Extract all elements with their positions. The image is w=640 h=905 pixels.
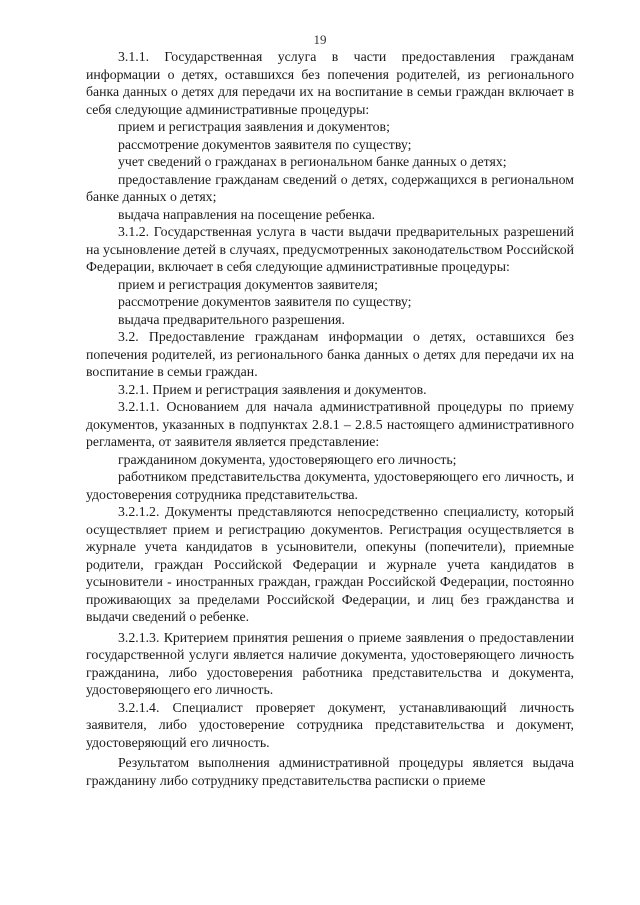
body-text xyxy=(86,48,574,789)
paragraph-3-2-1-2: 3.2.1.2. Документы представляются непосредственно специалисту, который осуществляет прием и регистрацию документов. Регистрация осуществляется в журнале учета кандидатов в усыновители, опекуны (попечители), приемные родители, граждан Российской Федерации и журнале учета кандидатов в усыновители - иностранных граждан, граждан Российской Федерации, постоянно проживающих за пределами Российской Федерации, и лиц без гражданства и выдачи сведений о ребенке. xyxy=(86,504,574,624)
paragraph-3-2: 3.2. Предоставление гражданам информации о детях, оставшихся без попечения родителей, из регионального банка данных о детях для передачи их на воспитание в семьи граждан. xyxy=(86,329,574,379)
list-item: выдача предварительного разрешения. xyxy=(118,311,345,327)
paragraph-3-2-1-1: 3.2.1.1. Основанием для начала административной процедуры по приему документов, указанных в подпунктах 2.8.1 – 2.8.5 настоящего административного регламента, от заявителя является представление: xyxy=(86,399,574,449)
list-item: работником представительства документа, удостоверяющего его личность, и удостоверения сотрудника представительства. xyxy=(86,469,574,502)
paragraph-3-2-1: 3.2.1. Прием и регистрация заявления и документов. xyxy=(118,381,427,397)
list-item: выдача направления на посещение ребенка. xyxy=(118,206,376,222)
page-number: 19 xyxy=(313,32,327,47)
list-item: прием и регистрация документов заявителя; xyxy=(118,276,378,292)
list-item: предоставление гражданам сведений о детях, содержащихся в региональном банке данных о детях; xyxy=(86,171,574,204)
paragraph-3-2-1-4: 3.2.1.4. Специалист проверяет документ, устанавливающий личность заявителя, либо удостоверение сотрудника представительства и документ, удостоверяющий его личность. xyxy=(86,699,574,750)
paragraph-3-1-2: 3.1.2. Государственная услуга в части выдачи предварительных разрешений на усыновление детей в случаях, предусмотренных законодательством Российской Федерации, включает в себя следующие административные процедуры: xyxy=(86,224,574,274)
list-item: гражданином документа, удостоверяющего его личность; xyxy=(118,451,457,467)
list-item: рассмотрение документов заявителя по существу; xyxy=(118,136,412,152)
paragraph-result: Результатом выполнения административной процедуры является выдача гражданину либо сотруднику представительства расписки о приеме xyxy=(86,755,574,788)
paragraph-3-1-1: 3.1.1. Государственная услуга в части предоставления гражданам информации о детях, оставшихся без попечения родителей, из регионального банка данных о детях для передачи их на воспитание в семьи граждан включает в себя следующие административные процедуры: xyxy=(86,49,574,117)
list-item: учет сведений о гражданах в региональном банке данных о детях; xyxy=(118,154,507,169)
list-item: рассмотрение документов заявителя по существу; xyxy=(118,294,412,309)
paragraph-3-2-1-3: 3.2.1.3. Критерием принятия решения о приеме заявления о предоставлении государственной услуги является наличие документа, удостоверяющего личность гражданина, либо удостоверения работника представительства и документа, удостоверяющего его личность. xyxy=(86,629,574,697)
list-item: прием и регистрация заявления и документов; xyxy=(118,119,390,134)
